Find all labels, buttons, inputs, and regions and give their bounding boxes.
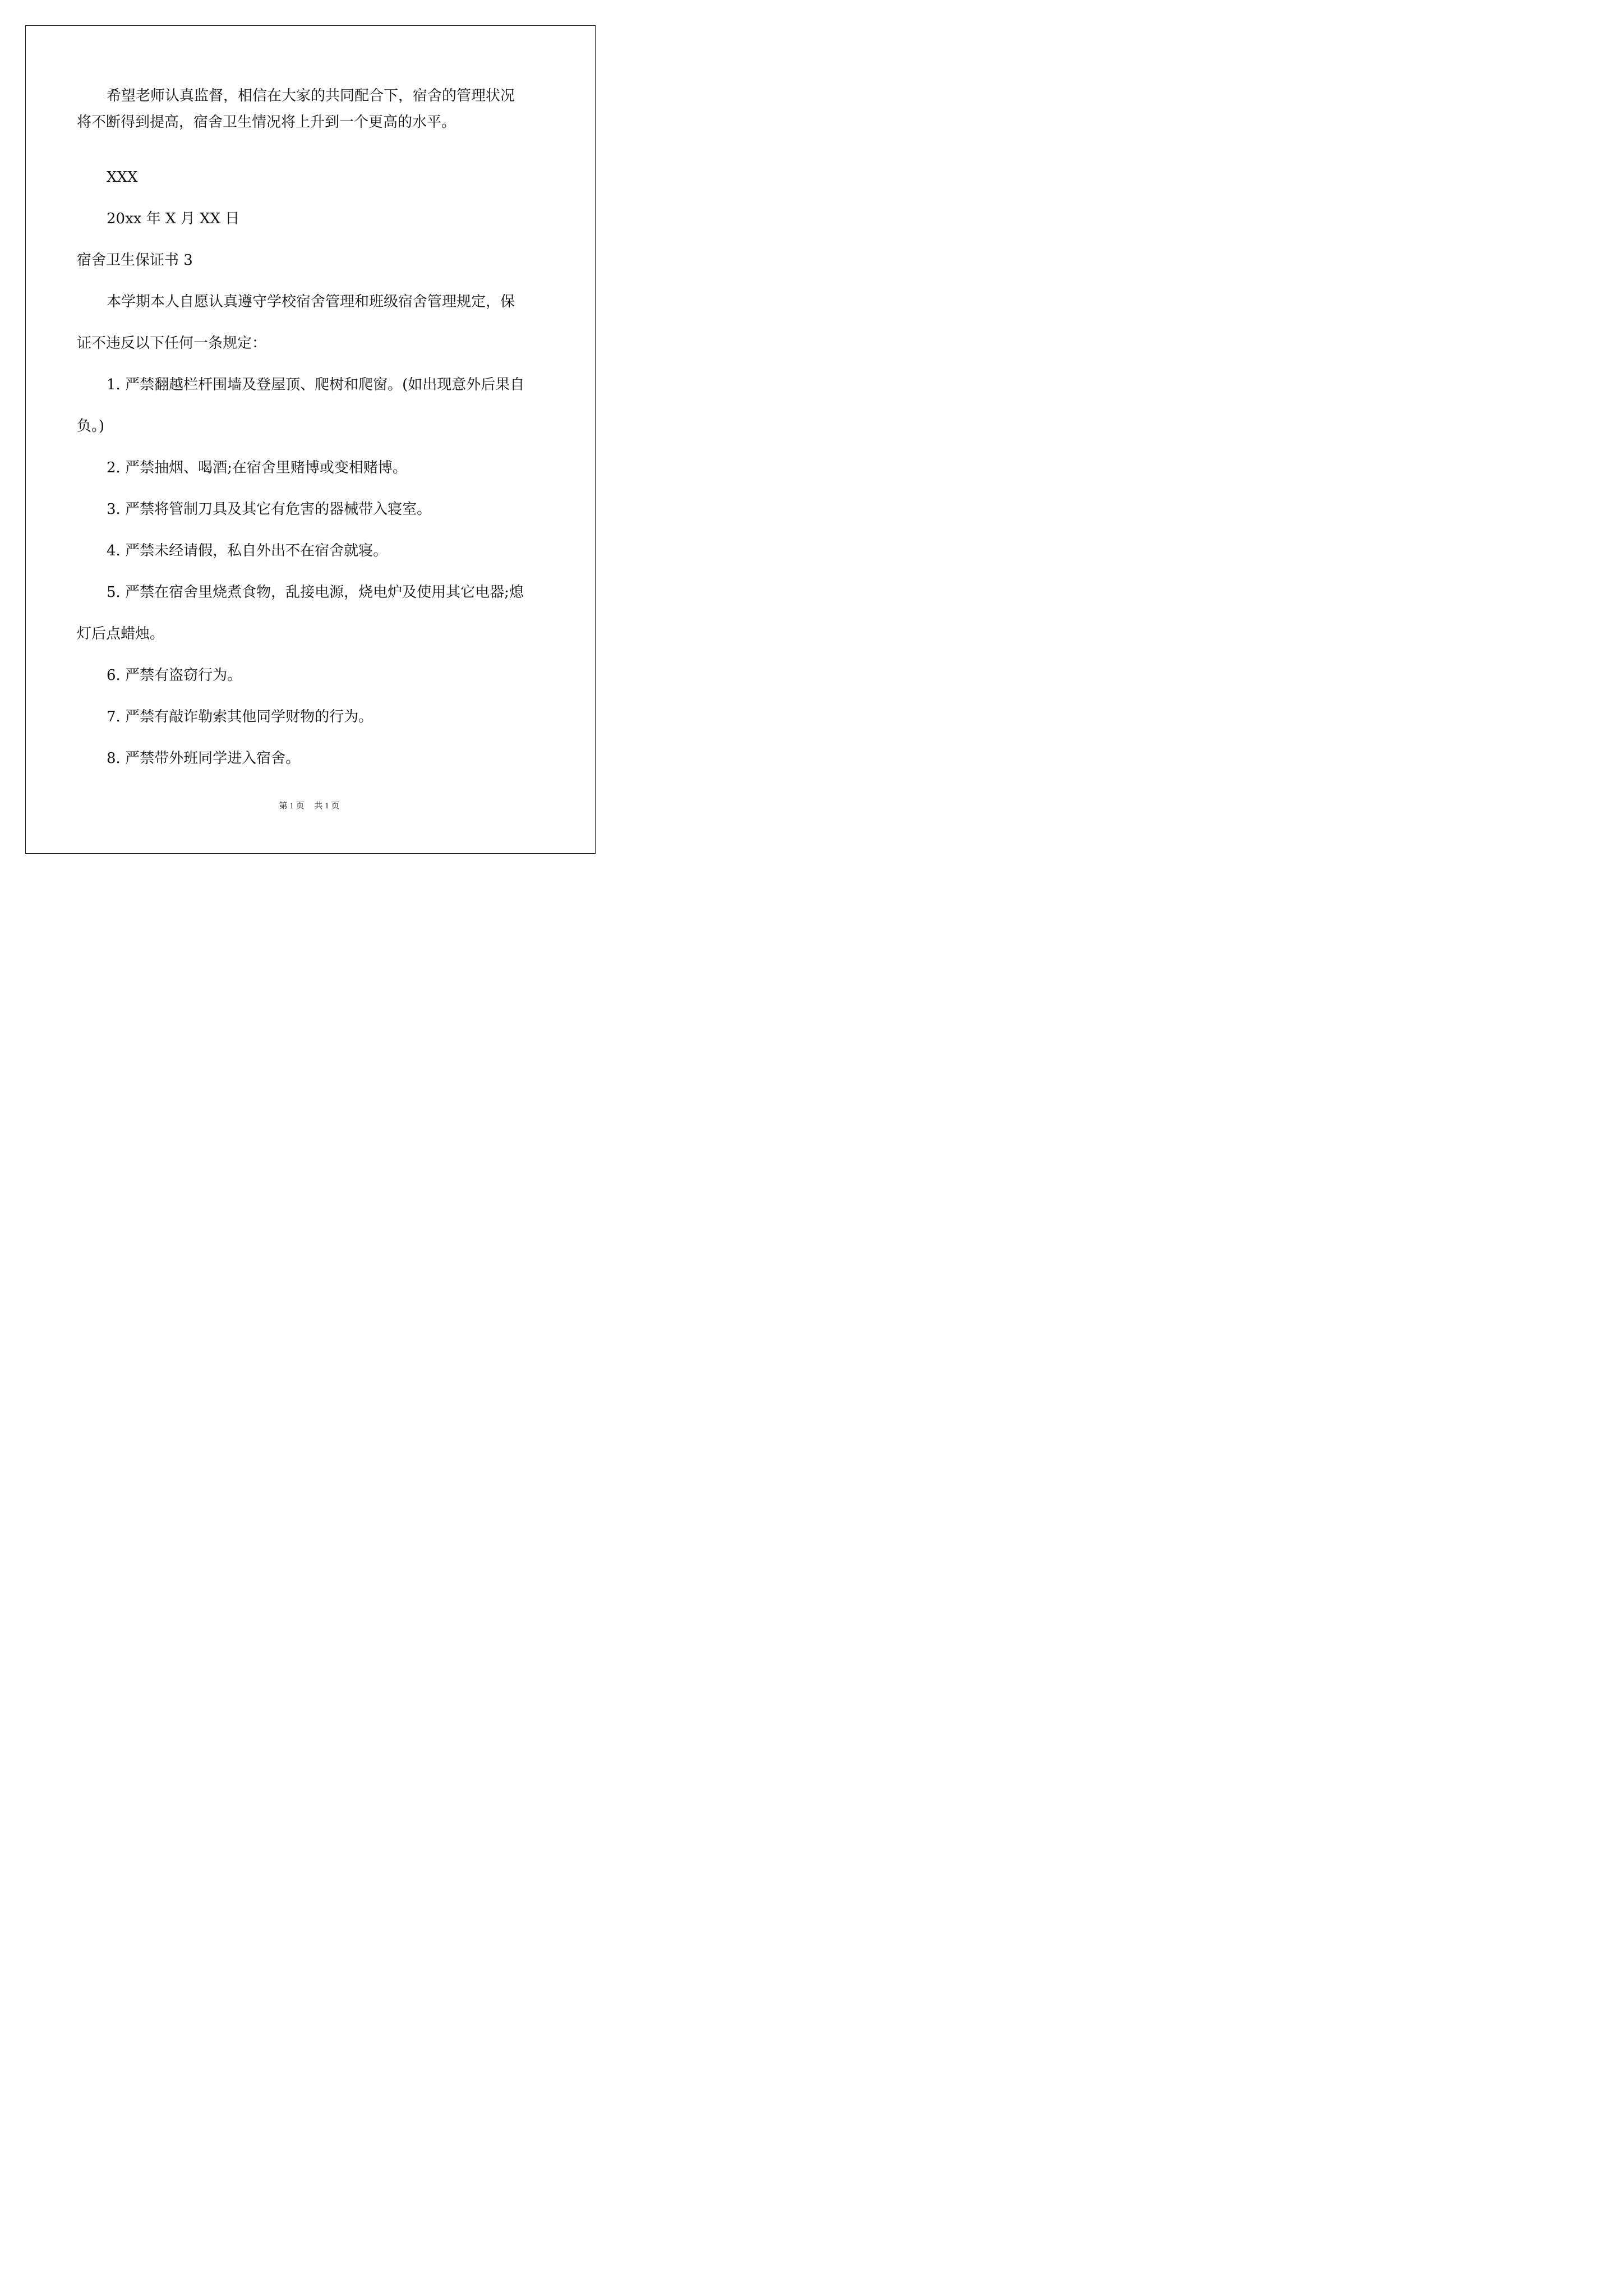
rule-item: 4. 严禁未经请假，私自外出不在宿舍就寝。 <box>107 542 388 559</box>
signature-name: XXX <box>107 169 138 186</box>
rule-item: 6. 严禁有盗窃行为。 <box>107 667 242 684</box>
rule-item: 8. 严禁带外班同学进入宿舍。 <box>107 750 301 767</box>
rule-item-continued: 负。) <box>77 418 105 435</box>
date-line: 20xx 年 X 月 XX 日 <box>107 210 240 227</box>
text-line: 希望老师认真监督，相信在大家的共同配合下，宿舍的管理状况 <box>107 88 515 104</box>
page-total: 共 1 页 <box>314 802 340 811</box>
rule-item: 5. 严禁在宿舍里烧煮食物，乱接电源，烧电炉及使用其它电器;熄 <box>107 584 524 601</box>
rule-item-continued: 灯后点蜡烛。 <box>77 625 165 642</box>
rule-item: 2. 严禁抽烟、喝酒;在宿舍里赌博或变相赌博。 <box>107 459 407 476</box>
text-line: 将不断得到提高，宿舍卫生情况将上升到一个更高的水平。 <box>77 114 457 131</box>
text-line: 证不违反以下任何一条规定： <box>77 335 267 352</box>
rule-item: 7. 严禁有敲诈勒索其他同学财物的行为。 <box>107 708 374 725</box>
rule-item: 3. 严禁将管制刀具及其它有危害的器械带入寝室。 <box>107 501 432 518</box>
text-line: 本学期本人自愿认真遵守学校宿舍管理和班级宿舍管理规定，保 <box>107 293 515 310</box>
rule-item: 1. 严禁翻越栏杆围墙及登屋顶、爬树和爬窗。(如出现意外后果自 <box>107 376 525 393</box>
section-title: 宿舍卫生保证书 3 <box>77 252 193 269</box>
page-footer <box>0 799 619 811</box>
page-border <box>25 25 596 854</box>
page-number: 第 1 页 <box>279 802 305 811</box>
